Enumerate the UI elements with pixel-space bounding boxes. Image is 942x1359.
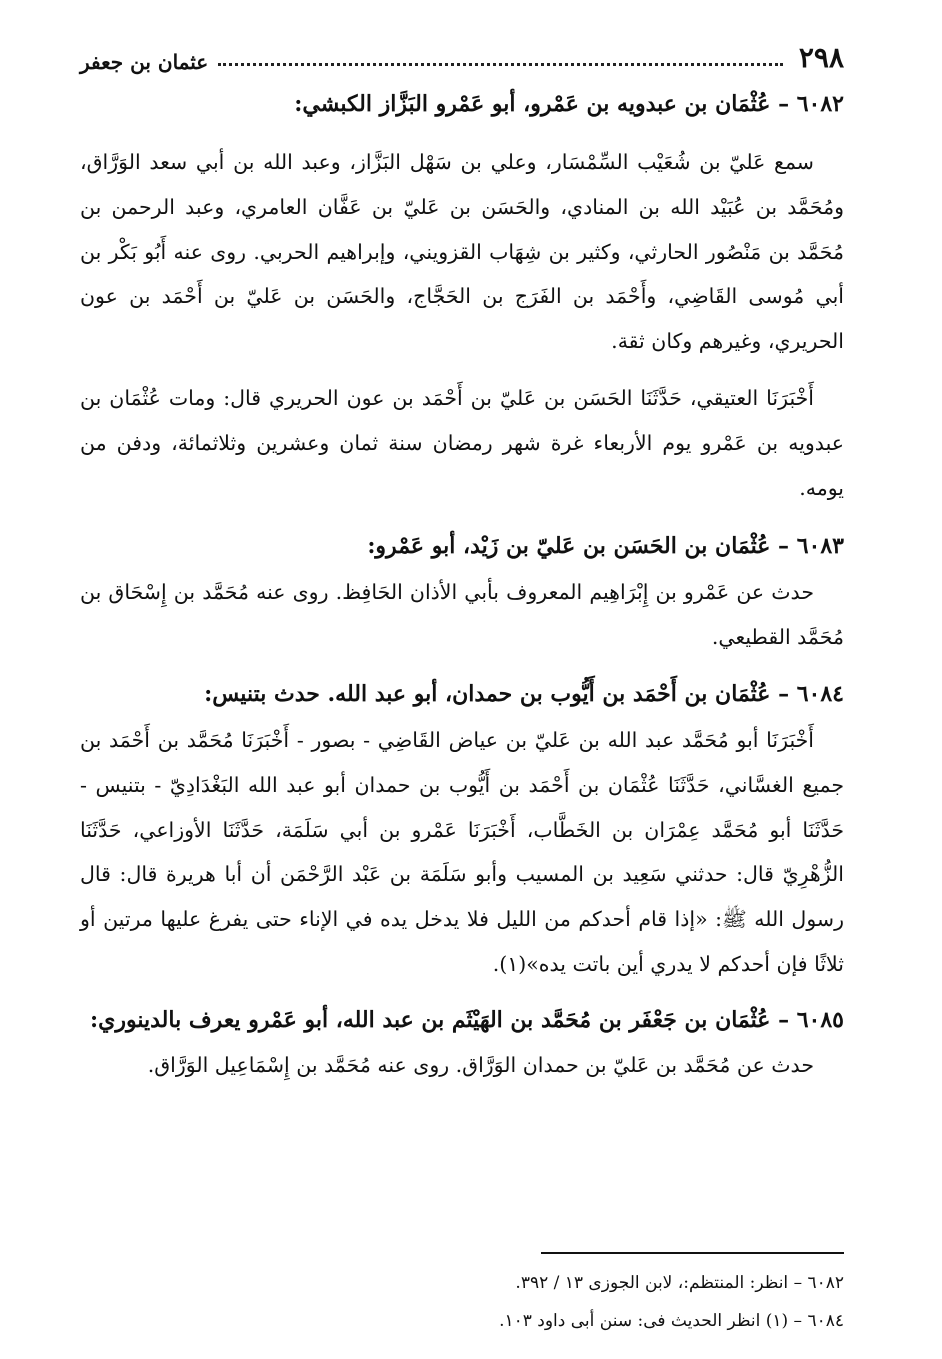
entry-paragraph: أَخْبَرَنَا أبو مُحَمَّد عبد الله بن عَليّ بن عياض القَاضِي - بصور - أَخْبَرَنَا مُحَمَّد بن أَحْمَد بن جميع الغسَّاني، حَدَّثَنَا عُثْمَان بن أَحْمَد بن أَيُّوب بن حمدان أبو عبد الله البَغْدَادِيّ - بتنيس - حَدَّثَنَا أبو مُحَمَّد عِمْرَان بن الخَطَّاب، أَخْبَرَنَا عَمْرو بن أبي سَلَمَة، حَدَّثَنَا الأوزاعي، حَدَّثَنَا الزُّهْرِيّ قال: حدثني سَعِيد بن المسيب وأبو سَلَمَة بن عَبْد الرَّحْمَن أن أبا هريرة قال: قال رسول الله ﷺ: «إذا قام أحدكم من الليل فلا يدخل يده في الإناء حتى يفرغ عليها مرتين أو ثلاثًا فإن أحدكم لا يدري أين باتت يده»(١). (80, 727, 844, 976)
entry-paragraph: حدث عن عَمْرو بن إِبْرَاهِيم المعروف بأبي الأذان الحَافِظ. روى عنه مُحَمَّد بن إِسْحَاق بن مُحَمَّد القطيعي. (80, 580, 844, 650)
footnote-separator (541, 1252, 844, 1254)
entry-paragraph: أَخْبَرَنَا العتيقي، حَدَّثَنَا الحَسَن بن عَليّ بن أَحْمَد بن عون الحريري قال: ومات عُثْمَان بن عبدويه بن عَمْرو يوم الأربعاء غرة شهر رمضان سنة ثمان وعشرين وثلاثمائة، ودفن من يومه. (80, 385, 844, 500)
entry-heading: ٦٠٨٢ – عُثْمَان بن عبدويه بن عَمْرو، أبو عَمْرو البَزَّاز الكبشي: (294, 91, 844, 117)
entry-paragraph: سمع عَليّ بن شُعَيْب السِّمْسَار، وعلي بن سَهْل البَزَّاز، وعبد الله بن أبي سعد الوَرَّاق، ومُحَمَّد بن عُبَيْد الله بن المنادي، والحَسَن بن عَليّ بن عَفَّان العامري، وعبد الرحمن بن مُحَمَّد بن مَنْصُور الحارثي، وكثير بن شِهَاب القزويني، وإبراهيم الحربي. روى عنه أَبُو بَكْر بن أبي مُوسى القَاضِي، وأَحْمَد بن الفَرَج بن الحَجَّاج، والحَسَن بن عَليّ بن أَحْمَد بن عون الحريري، وغيرهم وكان ثقة. (80, 150, 844, 354)
running-title: عثمان بن جعفر (80, 50, 209, 74)
main-text (80, 80, 844, 1088)
entry-heading: ٦٠٨٤ – عُثْمَان بن أَحْمَد بن أَيُّوب بن حمدان، أبو عبد الله. حدث بتنيس: (204, 680, 844, 707)
biography-entry-6082 (80, 80, 844, 510)
entry-paragraph: حدث عن مُحَمَّد بن عَليّ بن حمدان الوَرَّاق. روى عنه مُحَمَّد بن إِسْمَاعِيل الوَرَّاق. (147, 1052, 814, 1077)
page-number: ٢٩٨ (798, 41, 844, 74)
biography-entry-6085 (80, 997, 844, 1088)
footnotes (80, 1264, 844, 1340)
footnote: ٦٠٨٢ – انظر: المنتظم:، لابن الجوزى ١٣ / ٣٩٢. (515, 1273, 844, 1293)
entry-heading: ٦٠٨٥ – عُثْمَان بن جَعْفَر بن مُحَمَّد بن الهَيْثَم بن عبد الله، أبو عَمْرو يعرف بالدينوري: (90, 1006, 844, 1033)
running-header (80, 38, 844, 74)
biography-entry-6084 (80, 670, 844, 987)
entry-heading: ٦٠٨٣ – عُثْمَان بن الحَسَن بن عَليّ بن زَيْد، أبو عَمْرو: (367, 533, 844, 560)
footnote: ٦٠٨٤ – (١) انظر الحديث فى: سنن أبى داود ١٠٣. (499, 1311, 844, 1331)
header-dotted-leader (218, 63, 783, 66)
biography-entry-6083 (80, 522, 844, 660)
